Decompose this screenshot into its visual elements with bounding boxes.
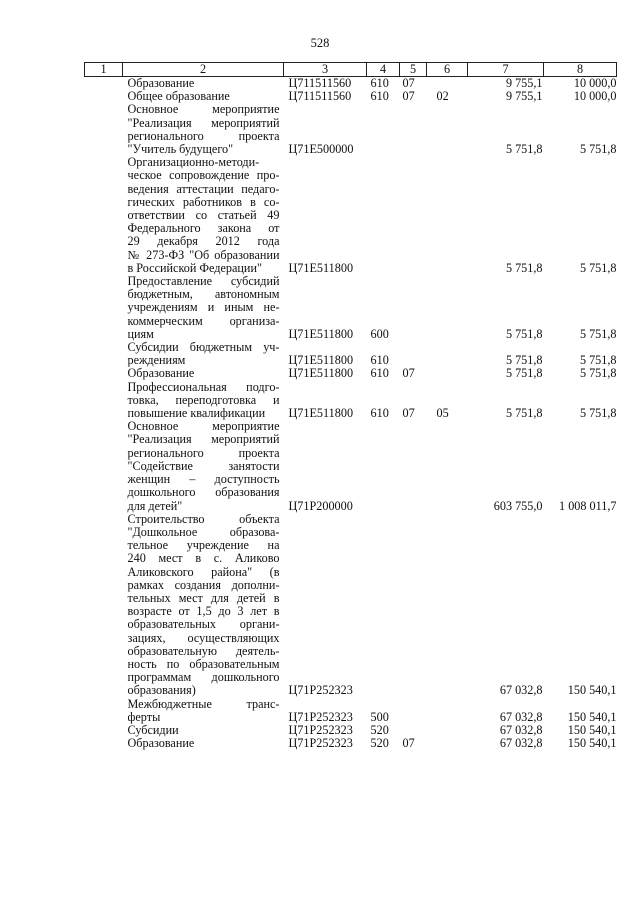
row-index-cell — [85, 90, 123, 103]
expense-type-cell — [367, 513, 400, 698]
row-index-cell — [85, 513, 123, 698]
amount-year-1-cell: 67 032,8 — [499, 709, 543, 724]
item-name-line: Образование — [127, 736, 195, 751]
column-number-header-row — [85, 63, 617, 77]
item-name-line: № 273-ФЗ "Об образовании — [127, 247, 280, 262]
item-name-line: Образование — [127, 76, 195, 90]
amount-year-2-cell: 5 751,8 — [579, 353, 617, 368]
amount-year-1-cell: 5 751,8 — [505, 366, 543, 381]
amount-year-2-cell: 10 000,0 — [573, 76, 617, 90]
item-name-line: дошкольного образования — [127, 485, 280, 500]
row-index-cell — [85, 367, 123, 380]
section-cell — [400, 513, 427, 698]
amount-year-1-cell: 5 751,8 — [505, 326, 543, 341]
item-name-line: ность по образовательным — [127, 656, 280, 671]
target-article-code-cell: Ц71Е511800 — [288, 326, 354, 341]
section-cell — [400, 103, 427, 156]
subsection-cell — [427, 156, 468, 275]
item-name-cell — [123, 737, 284, 750]
item-name-line: "Дошкольное образова- — [127, 524, 280, 539]
amount-year-1-cell: 5 751,8 — [505, 142, 543, 157]
item-name-line: образовательных органи- — [127, 617, 280, 632]
expense-type-cell: 610 — [370, 406, 389, 421]
table-row — [85, 513, 617, 698]
subsection-cell — [427, 341, 468, 367]
table-row — [85, 77, 617, 91]
section-cell — [400, 341, 427, 367]
target-article-code-cell: Ц71Р200000 — [288, 498, 353, 513]
subsection-cell — [427, 367, 468, 380]
column-header-5: 5 — [400, 63, 427, 77]
row-index-cell — [85, 420, 123, 512]
table-body — [85, 77, 617, 751]
amount-year-2-cell: 150 540,1 — [567, 683, 617, 698]
item-name-cell — [123, 698, 284, 724]
amount-year-2-cell: 150 540,1 — [567, 736, 617, 751]
column-header-6: 6 — [427, 63, 468, 77]
section-cell: 07 — [402, 406, 415, 421]
item-name-cell — [123, 77, 284, 91]
item-name-line: Организационно-методи- — [127, 155, 260, 170]
target-article-code-cell: Ц71Р252323 — [288, 683, 353, 698]
row-index-cell — [85, 156, 123, 275]
target-article-code-cell: Ц71Е511800 — [288, 260, 354, 275]
table-row — [85, 103, 617, 156]
amount-year-2-cell: 1 008 011,7 — [559, 498, 617, 513]
item-name-line: Строительство объекта — [127, 511, 280, 526]
subsection-cell — [427, 737, 468, 750]
section-cell — [400, 698, 427, 724]
item-name-line: Общее образование — [127, 89, 230, 104]
expense-type-cell: 610 — [370, 89, 389, 104]
column-header-1: 1 — [85, 63, 123, 77]
item-name-line: гических работников в со- — [127, 194, 280, 209]
amount-year-1-cell: 5 751,8 — [505, 406, 543, 421]
table-row — [85, 698, 617, 724]
item-name-line: Аликовского района" (в — [127, 564, 280, 579]
item-name-line: программам дошкольного — [127, 670, 280, 685]
item-name-cell — [123, 420, 284, 512]
item-name-line: 29 декабря 2012 года — [127, 234, 280, 249]
page-number: 528 — [310, 36, 330, 50]
item-name-line: Федерального закона от — [127, 221, 280, 236]
amount-year-1-cell: 5 751,8 — [505, 260, 543, 275]
row-index-cell — [85, 698, 123, 724]
amount-year-1-cell: 5 751,8 — [505, 353, 543, 368]
item-name-line: учреждениям и иным не- — [127, 300, 280, 315]
item-name-cell — [123, 156, 284, 275]
target-article-code-cell: Ц711511560 — [288, 76, 352, 90]
item-name-line: возрасте от 1,5 до 3 лет в — [127, 604, 280, 619]
amount-year-2-cell: 10 000,0 — [573, 89, 617, 104]
item-name-line: ферты — [127, 709, 161, 724]
item-name-cell — [123, 381, 284, 421]
item-name-line: регионального проекта — [127, 445, 280, 460]
column-header-3: 3 — [284, 63, 367, 77]
expense-type-cell — [367, 103, 400, 156]
item-name-line: зациях, осуществляющих — [127, 630, 280, 645]
expense-type-cell: 600 — [370, 326, 389, 341]
row-index-cell — [85, 724, 123, 737]
item-name-line: ответствии со статьей 49 — [127, 208, 280, 223]
item-name-line: бюджетным, автономным — [127, 287, 280, 302]
item-name-line: коммерческим организа- — [127, 313, 280, 328]
item-name-line: Предоставление субсидий — [127, 274, 280, 289]
expense-type-cell — [367, 156, 400, 275]
table-row — [85, 381, 617, 421]
row-index-cell — [85, 381, 123, 421]
item-name-cell — [123, 513, 284, 698]
amount-year-2-cell: 5 751,8 — [579, 326, 617, 341]
item-name-line: Межбюджетные транс- — [127, 696, 280, 711]
target-article-code-cell: Ц71Р252323 — [288, 736, 353, 751]
subsection-cell — [427, 420, 468, 512]
item-name-line: Образование — [127, 366, 195, 381]
table-row — [85, 420, 617, 512]
item-name-line: Субсидии — [127, 722, 179, 737]
table-row — [85, 156, 617, 275]
amount-year-1-cell: 9 755,1 — [505, 76, 543, 90]
item-name-line: ческое сопровождение про- — [127, 168, 280, 183]
subsection-cell: 02 — [436, 89, 449, 104]
item-name-line: для детей" — [127, 498, 183, 513]
amount-year-1-cell: 9 755,1 — [505, 89, 543, 104]
subsection-cell — [427, 513, 468, 698]
item-name-line: тельное учреждение на — [127, 538, 280, 553]
item-name-cell — [123, 341, 284, 367]
row-index-cell — [85, 737, 123, 750]
item-name-line: образовательную деятель- — [127, 643, 280, 658]
section-cell — [400, 420, 427, 512]
item-name-line: Основное мероприятие — [127, 102, 280, 117]
column-header-7: 7 — [468, 63, 544, 77]
item-name-line: циям — [127, 326, 154, 341]
amount-year-2-cell: 150 540,1 — [567, 722, 617, 737]
expense-type-cell: 520 — [370, 736, 389, 751]
item-name-line: тельных мест для детей в — [127, 590, 280, 605]
row-index-cell — [85, 275, 123, 341]
subsection-cell — [427, 103, 468, 156]
amount-year-2-cell: 5 751,8 — [579, 406, 617, 421]
item-name-line: в Российской Федерации" — [127, 260, 262, 275]
row-index-cell — [85, 103, 123, 156]
item-name-cell — [123, 367, 284, 380]
item-name-line: "Учитель будущего" — [127, 142, 234, 157]
section-cell: 07 — [402, 736, 415, 751]
amount-year-1-cell: 67 032,8 — [499, 722, 543, 737]
expense-type-cell: 610 — [370, 366, 389, 381]
row-index-cell — [85, 77, 123, 91]
amount-year-1-cell: 67 032,8 — [499, 736, 543, 751]
subsection-cell — [427, 275, 468, 341]
item-name-line: реждениям — [127, 353, 186, 368]
amount-year-1-cell: 67 032,8 — [499, 683, 543, 698]
item-name-line: Профессиональная подго- — [127, 379, 280, 394]
target-article-code-cell: Ц71Е500000 — [288, 142, 354, 157]
subsection-cell — [427, 724, 468, 737]
subsection-cell — [427, 77, 468, 91]
item-name-line: товка, переподготовка и — [127, 392, 280, 407]
amount-year-2-cell: 5 751,8 — [579, 260, 617, 275]
column-header-8: 8 — [544, 63, 617, 77]
item-name-line: ведения аттестации педаго- — [127, 181, 280, 196]
expense-type-cell: 500 — [370, 709, 389, 724]
amount-year-2-cell: 5 751,8 — [579, 142, 617, 157]
column-header-2: 2 — [123, 63, 284, 77]
item-name-line: образования) — [127, 683, 196, 698]
expense-type-cell: 520 — [370, 722, 389, 737]
item-name-line: "Реализация мероприятий — [127, 432, 280, 447]
column-header-4: 4 — [367, 63, 400, 77]
target-article-code-cell: Ц71Е511800 — [288, 406, 354, 421]
expense-type-cell: 610 — [370, 76, 389, 90]
item-name-line: "Реализация мероприятий — [127, 115, 280, 130]
section-cell: 07 — [402, 366, 415, 381]
section-cell — [400, 275, 427, 341]
table-row — [85, 367, 617, 380]
item-name-line: повышение квалификации — [127, 406, 266, 421]
table-row — [85, 737, 617, 750]
item-name-line: женщин – доступность — [127, 472, 280, 487]
target-article-code-cell: Ц71Р252323 — [288, 722, 353, 737]
item-name-line: Основное мероприятие — [127, 419, 280, 434]
amount-year-1-cell: 603 755,0 — [493, 498, 543, 513]
item-name-cell — [123, 275, 284, 341]
target-article-code-cell: Ц71Р252323 — [288, 709, 353, 724]
subsection-cell: 05 — [436, 406, 449, 421]
budget-table — [84, 62, 617, 750]
item-name-line: регионального проекта — [127, 128, 280, 143]
table-row — [85, 275, 617, 341]
target-article-code-cell: Ц71Е511800 — [288, 366, 354, 381]
subsection-cell — [427, 698, 468, 724]
item-name-line: 240 мест в с. Аликово — [127, 551, 280, 566]
section-cell — [400, 156, 427, 275]
row-index-cell — [85, 341, 123, 367]
target-article-code-cell: Ц711511560 — [288, 89, 352, 104]
item-name-line: "Содействие занятости — [127, 458, 280, 473]
amount-year-2-cell: 5 751,8 — [579, 366, 617, 381]
section-cell: 07 — [402, 76, 415, 90]
section-cell: 07 — [402, 89, 415, 104]
expense-type-cell: 610 — [370, 353, 389, 368]
table-row — [85, 341, 617, 367]
target-article-code-cell: Ц71Е511800 — [288, 353, 354, 368]
expense-type-cell — [367, 420, 400, 512]
item-name-line: Субсидии бюджетным уч- — [127, 340, 280, 355]
item-name-line: рамках создания дополни- — [127, 577, 280, 592]
item-name-cell — [123, 103, 284, 156]
amount-year-2-cell: 150 540,1 — [567, 709, 617, 724]
